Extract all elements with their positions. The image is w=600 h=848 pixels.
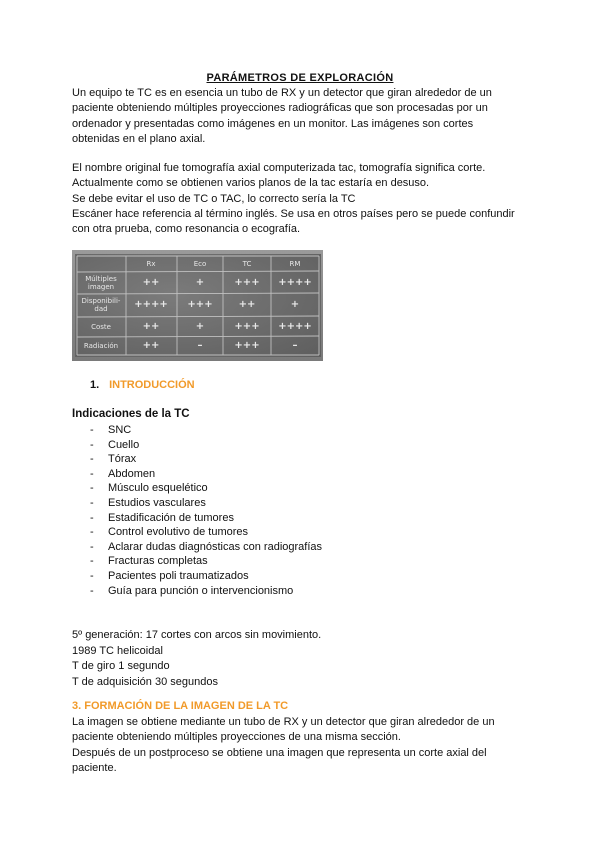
section-number: 1. xyxy=(90,379,100,391)
list-item: - Control evolutivo de tumores xyxy=(90,526,249,539)
list-item: - Guía para punción o intervencionismo xyxy=(90,584,294,597)
text-line: Después de un postproceso se obtiene una imagen que representa un corte axial del xyxy=(72,746,487,759)
row-label: Coste xyxy=(91,323,111,331)
text-line: 1989 TC helicoidal xyxy=(72,644,163,657)
text-line: Actualmente como se obtienen varios planos de la tac estaría en desuso. xyxy=(72,177,430,190)
list-item: - Fracturas completas xyxy=(90,555,208,568)
list-item: - Estadificación de tumores xyxy=(90,511,234,524)
header-rx: Rx xyxy=(146,260,156,268)
text-line: ordenador y presentadas como imágenes en un monitor. Las imágenes son cortes xyxy=(72,117,474,130)
cell-value: – xyxy=(197,340,203,351)
list-item: - SNC xyxy=(90,424,132,436)
chalkboard-table xyxy=(75,254,321,357)
list-item: - Estudios vasculares xyxy=(90,496,206,509)
indications-heading: Indicaciones de la TC xyxy=(72,408,190,420)
list-item: - Cuello xyxy=(90,438,140,451)
list-item: - Músculo esquelético xyxy=(90,482,208,495)
header-eco: Eco xyxy=(193,260,207,268)
cell-value: +++ xyxy=(187,299,213,310)
section-heading-introduccion xyxy=(90,379,195,391)
indications-list xyxy=(90,423,322,598)
cell-value: ++ xyxy=(142,340,160,351)
cell-value: + xyxy=(195,277,205,288)
cell-value: +++ xyxy=(234,321,260,332)
text-line: Escáner hace referencia al término inglés. Se usa en otros países pero se puede confundir xyxy=(72,207,515,220)
text-line: paciente obteniendo múltiples proyecciones radiográficas que son procesadas por un xyxy=(72,102,488,115)
header-rm: RM xyxy=(289,260,301,268)
cell-value: – xyxy=(292,340,298,351)
text-line: Se debe evitar el uso de TC o TAC, lo correcto sería la TC xyxy=(72,192,356,205)
text-line: El nombre original fue tomografía axial computerizada tac, tomografía significa corte. xyxy=(72,162,486,174)
text-line: con otra prueba, como resonancia o ecografía. xyxy=(72,223,301,236)
text-line: La imagen se obtiene mediante un tubo de RX y un detector que giran alrededor de un xyxy=(72,716,495,728)
text-line: T de adquisición 30 segundos xyxy=(72,675,218,688)
text-line: obtenidas en el plano axial. xyxy=(72,132,206,145)
section-title: INTRODUCCIÓN xyxy=(109,379,195,391)
text-line: paciente. xyxy=(72,761,117,774)
list-item: - Pacientes poli traumatizados xyxy=(90,569,249,582)
list-item: - Tórax xyxy=(90,453,137,466)
section-heading-formacion: 3. FORMACIÓN DE LA IMAGEN DE LA TC xyxy=(72,700,289,712)
intro-paragraph xyxy=(72,86,532,147)
cell-value: + xyxy=(195,321,205,332)
cell-value: ++++ xyxy=(278,277,312,288)
cell-value: +++ xyxy=(234,277,260,288)
cell-value: ++ xyxy=(142,321,160,332)
name-paragraph xyxy=(72,161,532,237)
text-line: T de giro 1 segundo xyxy=(72,660,170,673)
generation-notes xyxy=(72,628,532,690)
formation-paragraph xyxy=(72,715,532,776)
list-item: - Aclarar dudas diagnósticas con radiografías xyxy=(90,540,323,553)
cell-value: ++++ xyxy=(278,321,312,332)
text-line: 5º generación: 17 cortes con arcos sin movimiento. xyxy=(72,629,322,641)
cell-value: + xyxy=(290,299,300,310)
row-label: Disponibili- dad xyxy=(81,297,121,313)
header-tc: TC xyxy=(242,260,252,268)
text-line: paciente obteniendo múltiples proyecciones de una misma sección. xyxy=(72,731,401,744)
row-label: Múltiples imagen xyxy=(85,275,117,291)
cell-value: ++++ xyxy=(134,299,168,310)
row-label: Radiación xyxy=(83,342,119,350)
page-title: PARÁMETROS DE EXPLORACIÓN xyxy=(206,72,394,84)
blackboard-photo xyxy=(72,250,323,361)
cell-value: ++ xyxy=(142,277,160,288)
list-item: - Abdomen xyxy=(90,467,156,480)
text-line: Un equipo te TC es en esencia un tubo de RX y un detector que giran alrededor de un xyxy=(72,87,492,99)
cell-value: ++ xyxy=(238,299,256,310)
cell-value: +++ xyxy=(234,340,260,351)
